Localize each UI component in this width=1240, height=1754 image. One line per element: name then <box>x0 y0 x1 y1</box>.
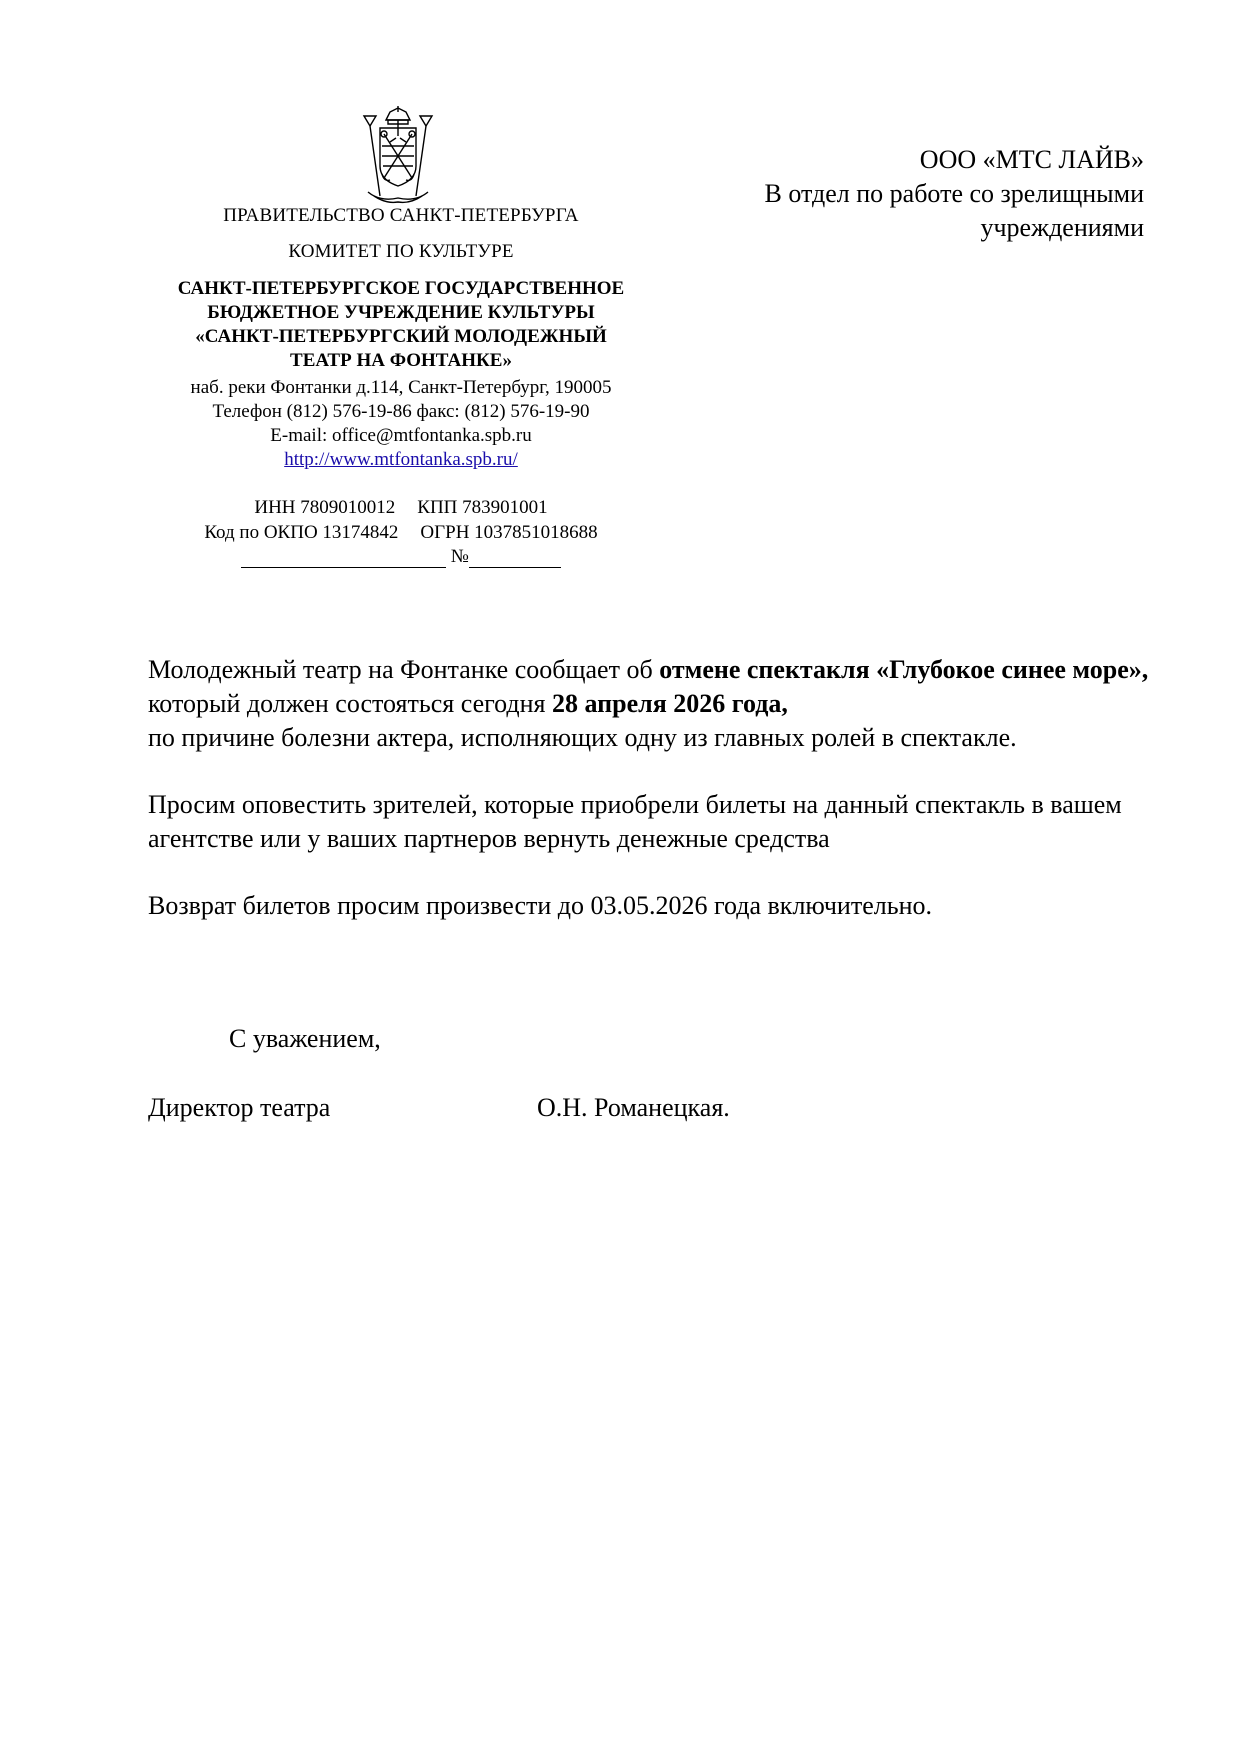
org-line: «САНКТ-ПЕТЕРБУРГСКИЙ МОЛОДЕЖНЫЙ <box>195 326 607 347</box>
text-run: который должен состояться сегодня <box>148 689 553 718</box>
number-blank <box>469 549 561 568</box>
addressee-department-cont: учреждениями <box>980 213 1144 242</box>
website-link[interactable]: http://www.mtfontanka.spb.ru/ <box>284 449 518 470</box>
registration-ids <box>128 495 674 545</box>
government-line: ПРАВИТЕЛЬСТВО САНКТ-ПЕТЕРБУРГА <box>223 205 579 226</box>
addressee-company: ООО «МТС ЛАЙВ» <box>919 145 1144 174</box>
org-line: ТЕАТР НА ФОНТАНКЕ» <box>290 350 512 371</box>
paragraph-refund-deadline: Возврат билетов просим произвести до 03.05.2026 года включительно. <box>148 891 932 920</box>
org-line: САНКТ-ПЕТЕРБУРГСКОЕ ГОСУДАРСТВЕННОЕ <box>177 278 625 299</box>
address-line: наб. реки Фонтанки д.114, Санкт-Петербург, 190005 <box>190 377 612 398</box>
organization-name <box>128 277 674 373</box>
show-name-bold: отмене спектакля «Глубокое синее море», <box>659 655 1149 684</box>
email-line: E-mail: office@mtfontanka.spb.ru <box>270 425 532 446</box>
outgoing-number-line <box>128 546 674 568</box>
committee-line: КОМИТЕТ ПО КУЛЬТУРЕ <box>288 241 514 262</box>
paragraph-request: Просим оповестить зрителей, которые приобрели билеты на данный спектакль в вашем агентстве или у ваших партнеров вернуть денежные средства <box>148 790 1122 853</box>
number-sign: № <box>450 546 469 567</box>
signatory-name: О.Н. Романецкая. <box>537 1093 730 1122</box>
contact-block <box>128 376 674 472</box>
okpo-value: Код по ОКПО 13174842 <box>204 522 399 543</box>
closing-phrase: С уважением, <box>229 1024 381 1053</box>
kpp-value: КПП 783901001 <box>417 497 548 518</box>
text-run: Молодежный театр на Фонтанке сообщает об <box>148 655 660 684</box>
addressee-block <box>764 143 1144 245</box>
inn-value: ИНН 7809010012 <box>254 497 396 518</box>
phone-line: Телефон (812) 576-19-86 факс: (812) 576-19-90 <box>212 401 590 422</box>
date-blank <box>241 549 446 568</box>
coat-of-arms-emblem <box>350 106 446 206</box>
text-run: по причине болезни актера, исполняющих одну из главных ролей в спектакле. <box>148 723 1017 752</box>
date-bold: 28 апреля 2026 года, <box>552 689 788 718</box>
addressee-department: В отдел по работе со зрелищными <box>764 179 1144 208</box>
paragraph-cancellation <box>148 653 1198 755</box>
org-line: БЮДЖЕТНОЕ УЧРЕЖДЕНИЕ КУЛЬТУРЫ <box>207 302 595 323</box>
ogrn-value: ОГРН 1037851018688 <box>420 522 598 543</box>
signatory-title: Директор театра <box>148 1093 331 1122</box>
